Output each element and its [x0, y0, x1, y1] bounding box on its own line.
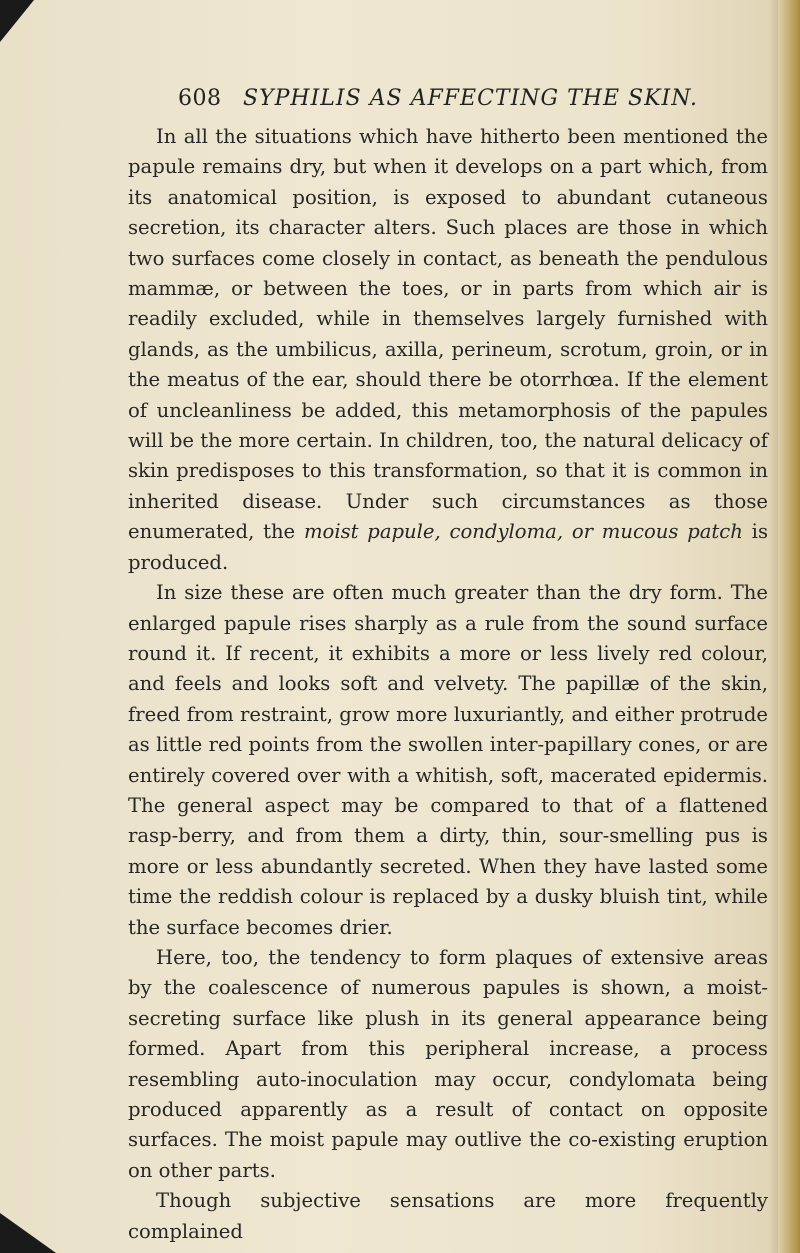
scan-corner-bottom-left: [0, 1213, 56, 1253]
paragraph-1: [128, 122, 768, 578]
paragraph-1-tail: is produced.: [128, 520, 768, 574]
page-number: 608: [178, 86, 222, 111]
paragraph-2: In size these are often much greater than the dry form. The enlarged papule rises sharply as a rule from the sound surface round it. If recent, it exhibits a more or less lively red colour, and feels and looks soft and velvety. The papillæ of the skin, freed from restraint, grow more luxuriantly, and either protrude as little red points from the swollen inter-papillary cones, or are entirely covered over with a whitish, soft, macerated epidermis. The general aspect may be compared to that of a flattened rasp-berry, and from them a dirty, thin, sour-smelling pus is more or less abundantly secreted. When they have lasted some time the reddish colour is replaced by a dusky bluish tint, while the surface becomes drier.: [128, 581, 768, 939]
page-gutter-shadow: [768, 0, 778, 1253]
paragraph-1-emphasis: moist papule, condyloma, or mucous patch: [303, 520, 743, 544]
body-text: [128, 122, 768, 1247]
page-edge: [778, 0, 800, 1253]
running-header: [178, 86, 698, 111]
scan-corner-top-left: [0, 0, 34, 42]
paragraph-3: Here, too, the tendency to form plaques of extensive areas by the coalescence of numerous papules is shown, a moist-secreting surface like plush in its general appearance being formed. Apart from this peripheral increase, a process resembling auto-inoculation may occur, condylomata being produced apparently as a result of contact on opposite surfaces. The moist papule may outlive the co-existing eruption on other parts.: [128, 945, 768, 1182]
paragraph-1-lead: In all the situations which have hitherto been mentioned the papule remains dry, but when it develops on a part which, from its anatomical position, is exposed to abundant cutaneous secretion, its character alters. Such places are those in which two surfaces come closely in contact, as beneath the pendulous mammæ, or between the toes, or in parts from which air is readily excluded, while in themselves largely furnished with glands, as the umbilicus, axilla, perineum, scrotum, groin, or in the meatus of the ear, should there be otorrhœa. If the element of uncleanliness be added, this metamorphosis of the papules will be the more certain. In children, too, the natural delicacy of skin predisposes to this transformation, so that it is common in inherited disease. Under such circumstances as those enumerated, the: [128, 125, 768, 544]
running-title: SYPHILIS AS AFFECTING THE SKIN.: [243, 86, 699, 111]
paragraph-4: Though subjective sensations are more frequently complained: [128, 1189, 768, 1243]
